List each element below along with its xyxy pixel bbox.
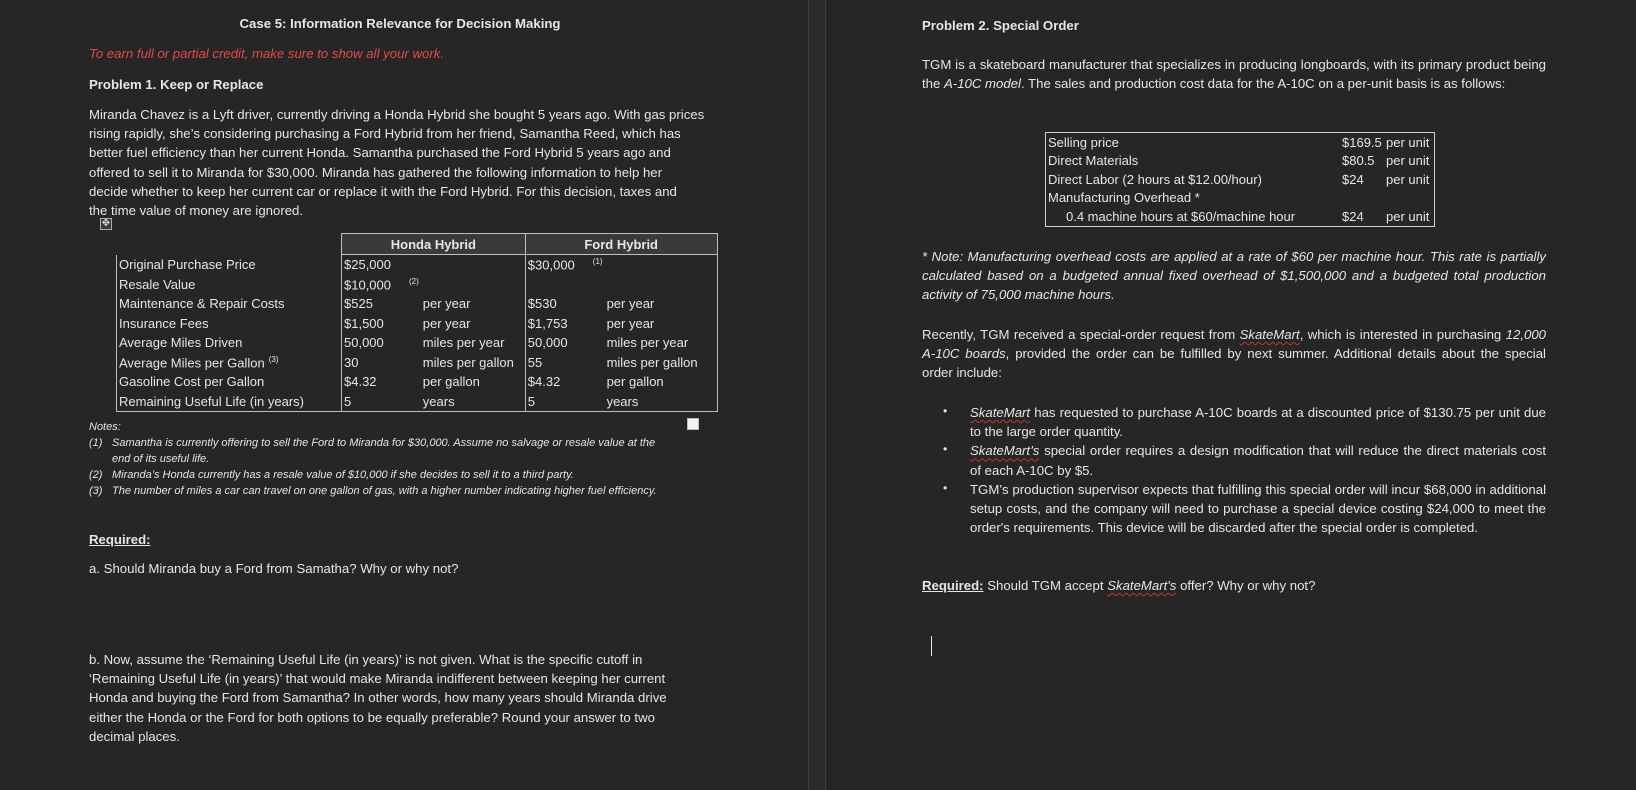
cost-unit: per unit [1386,134,1430,150]
ford-unit [605,392,718,412]
ford-value [525,372,604,392]
note-item [89,467,729,483]
cost-value [1340,189,1384,208]
cost-label: Direct Materials [1048,153,1139,169]
comparison-table [116,233,718,412]
special-order-text [922,325,1546,383]
cost-label: 0.4 machine hours at $60/machine hour [1066,208,1296,224]
ford-unit [605,275,718,295]
ford-unit-text: per gallon [606,374,664,390]
ford-value [525,255,604,275]
cost-row [1046,133,1435,152]
note-num: (2) [89,469,103,481]
ford-unit [605,314,718,334]
honda-unit-text: per gallon [422,374,480,390]
recent-text: Recently, TGM received a special-order request from [922,327,1240,342]
cost-value: $24 [1342,208,1364,224]
company-name: SkateMart [1239,327,1300,342]
question-b-line: ‘Remaining Useful Life (in years)’ that would make Miranda indifferent between keeping her current [89,671,666,687]
bullet-text [970,480,1546,538]
honda-value [342,353,421,373]
question-b-line: either the Honda or the Ford for both options to be equally preferable? Round your answer to two [89,709,655,725]
table-row [117,314,718,334]
ford-unit [605,372,718,392]
row-label [117,255,342,275]
ford-unit-text: per year [606,315,655,331]
honda-value-text: $525 [344,296,373,312]
honda-value-text: 30 [344,354,359,370]
note-num: (3) [89,485,103,497]
row-label [117,372,342,392]
note-text: The number of miles a car can travel on one gallon of gas, with a higher number indicating higher fuel efficiency. [112,485,657,497]
credit-note: To earn full or partial credit, make sure to show all your work. [89,46,444,61]
problem2-intro [922,55,1546,93]
honda-unit-text: miles per year [422,335,505,351]
honda-value [342,333,421,353]
bullet-text [970,441,1546,479]
honda-unit [421,255,526,275]
honda-unit [421,392,526,412]
bullet-icon: • [943,404,948,418]
note-text: end of its useful life. [112,453,210,465]
bullet-item [922,441,1546,479]
company-name: SkateMart [970,405,1031,420]
intro-text: TGM is a skateboard manufacturer that specializes in producing longboards, with its primary product being the [922,57,1546,92]
bullet-list [922,403,1546,537]
ford-unit-text: miles per year [606,335,689,351]
honda-unit [421,275,526,295]
cost-row [1046,207,1435,226]
col-ford-header: Ford Hybrid [525,234,717,255]
recent-text: , provided the order can be fulfilled by next summer. Additional details about the special order include: [922,346,1546,381]
cost-label: Direct Labor (2 hours at $12.00/hour) [1048,171,1262,187]
text-cursor[interactable] [931,636,932,656]
honda-value-text: $10,000 [344,276,391,292]
table-row [117,294,718,314]
table-row [117,392,718,412]
ford-value-text: $1,753 [527,315,568,331]
bullet-item [922,403,1546,441]
cost-label: Selling price [1048,134,1119,150]
table-row [117,333,718,353]
notes-label: Notes: [89,421,121,433]
row-label [117,275,342,295]
honda-value [342,372,421,392]
intro-line: decide whether to keep her current car or replace it with the Ford Hybrid. For this decision, taxes and [89,183,677,199]
bullet-text [970,403,1546,441]
question-b-line: b. Now, assume the ‘Remaining Useful Life (in years)’ is not given. What is the specific cutoff in [89,652,643,667]
note-item [89,435,729,451]
honda-value-text: 50,000 [344,335,384,351]
ford-value [525,314,604,334]
honda-unit-text: miles per gallon [422,354,514,370]
note-text: Miranda’s Honda currently has a resale value of $10,000 if she decides to sell it to a third party. [112,469,574,481]
required-label-left: Required: [89,532,151,547]
left-page [0,0,808,790]
move-icon[interactable]: ✥ [101,218,111,229]
intro-line: the time value of money are ignored. [89,203,304,219]
case-title: Case 5: Information Relevance for Decision Making [239,16,561,31]
row-label-text: Insurance Fees [119,315,209,331]
bullet-body: special order requires a design modification that will reduce the direct materials cost of each A-10C by $5. [970,443,1546,478]
intro-line: rising rapidly, she’s considering purchasing a Ford Hybrid from her friend, Samantha Reed, which has [89,126,681,142]
cost-value: $24 [1342,171,1364,187]
honda-unit-text: per year [422,296,471,312]
col-honda-header: Honda Hybrid [342,234,526,255]
honda-value-text: $1,500 [344,315,384,331]
row-label-text: Average Miles per Gallon [119,354,265,370]
ford-unit [605,294,718,314]
notes-list [89,435,729,499]
table-row [117,353,718,373]
honda-value [342,255,421,275]
row-label-text: Remaining Useful Life (in years) [119,393,304,409]
note-text: Samantha is currently offering to sell the Ford to Miranda for $30,000. Assume no salvage or resale value at the [112,437,656,449]
ford-value-text: 55 [527,354,543,370]
row-label [117,392,342,412]
bullet-icon: • [943,480,948,495]
footnote-ref: (3) [268,354,279,364]
honda-value-text: $25,000 [344,257,391,273]
cost-row [1046,152,1435,171]
recent-text: , which is interested in purchasing [1299,327,1506,342]
note-item [89,451,729,467]
cost-label: Manufacturing Overhead * [1048,190,1200,206]
company-name: SkateMart’s [970,443,1040,459]
honda-unit [421,294,526,314]
row-label-text: Resale Value [119,276,196,292]
honda-value-text: $4.32 [344,374,377,390]
table-row [117,255,718,275]
row-label [117,294,342,314]
honda-value [342,314,421,334]
honda-value [342,392,421,412]
cost-unit: per unit [1386,153,1430,169]
row-label-text: Maintenance & Repair Costs [119,296,285,312]
cost-unit: per unit [1386,171,1430,187]
bullet-body: TGM’s production supervisor expects that fulfilling this special order will incur $68,000 in additional setup costs, and the company will need to purchase a special device costing $24,000 to meet the order's requirements. This device will be discarded after the special order is completed. [970,481,1546,536]
cost-table [1045,132,1435,227]
note-item [89,483,729,499]
ford-value-text: $530 [527,296,557,312]
ford-value [525,275,604,295]
cost-unit [1384,189,1435,208]
table-corner [117,234,342,255]
ford-value-text: 5 [527,393,536,409]
ford-value [525,353,604,373]
cost-row [1046,170,1435,189]
resize-handle-icon[interactable] [687,418,699,430]
problem1-intro [89,105,704,220]
ford-unit [605,255,718,275]
bullet-item [922,480,1546,538]
question-a: a. Should Miranda buy a Ford from Samatha? Why or why not? [89,561,459,576]
ford-value-text: $30,000 [527,257,575,273]
problem2-title: Problem 2. Special Order [922,18,1079,33]
intro-model: A-10C model [944,76,1021,92]
overhead-note: * Note: Manufacturing overhead costs are applied at a rate of $60 per machine hour. This rate is partially calculated based on a budgeted annual fixed overhead of $1,500,000 and a budgeted total production activity of 75,000 machine hours. [922,249,1546,303]
intro-line: better fuel efficiency than her current Honda. Samantha purchased the Ford Hybrid 5 years ago and [89,145,671,161]
row-label [117,353,342,373]
ford-unit-text: per year [606,296,655,312]
row-label-text: Original Purchase Price [119,257,256,272]
intro-text: . The sales and production cost data for the A-10C on a per-unit basis is as follows: [1020,76,1506,92]
required-right [922,576,1315,595]
table-row [117,275,718,295]
bullet-body: has requested to purchase A-10C boards at a discounted price of $130.75 per unit due to the large order quantity. [970,405,1546,440]
honda-unit [421,314,526,334]
cost-value: $80.5 [1342,153,1375,169]
intro-line: offered to sell it to Miranda for $30,000. Miranda has gathered the following information to help her [89,164,663,180]
question-b [89,650,667,746]
problem1-title: Problem 1. Keep or Replace [89,77,264,92]
footnote-ref: (1) [592,257,603,267]
intro-line: Miranda Chavez is a Lyft driver, currently driving a Honda Hybrid she bought 5 years ago. With gas prices [89,107,705,122]
cost-row [1046,189,1435,208]
ford-value-text: 50,000 [527,335,568,351]
bullet-icon: • [943,442,948,457]
right-page [826,0,1636,790]
company-name: SkateMart's [1107,578,1177,593]
ford-value [525,294,604,314]
note-num [89,451,112,467]
row-label-text: Gasoline Cost per Gallon [119,374,265,390]
ford-unit [605,353,718,373]
footnote-ref: (2) [409,276,419,286]
honda-unit-text: years [422,393,455,409]
page-divider [808,0,826,790]
row-label [117,314,342,334]
table-row [117,372,718,392]
question-b-line: decimal places. [89,728,180,744]
row-label [117,333,342,353]
honda-unit [421,372,526,392]
order-qty: 12,000 A-10C boards [922,327,1546,362]
note-num: (1) [89,437,103,449]
honda-unit [421,353,526,373]
honda-unit [421,333,526,353]
honda-value [342,294,421,314]
honda-value-text: 5 [344,393,352,409]
ford-value [525,333,604,353]
ford-unit-text: years [606,393,639,409]
honda-unit-text: per year [422,315,471,331]
cost-value: $169.5 [1342,134,1382,150]
row-label-text: Average Miles Driven [119,335,243,351]
question-b-line: Honda and buying the Ford from Samantha? In other words, how many years should Miranda drive [89,690,667,706]
ford-value-text: $4.32 [527,374,561,390]
honda-value [342,275,421,295]
ford-unit [605,333,718,353]
required-label-right: Required: [922,578,984,593]
ford-value [525,392,604,412]
required-text: offer? Why or why not? [1176,578,1316,593]
cost-unit: per unit [1386,208,1430,224]
ford-unit-text: miles per gallon [606,354,698,370]
required-text: Should TGM accept [983,578,1108,593]
